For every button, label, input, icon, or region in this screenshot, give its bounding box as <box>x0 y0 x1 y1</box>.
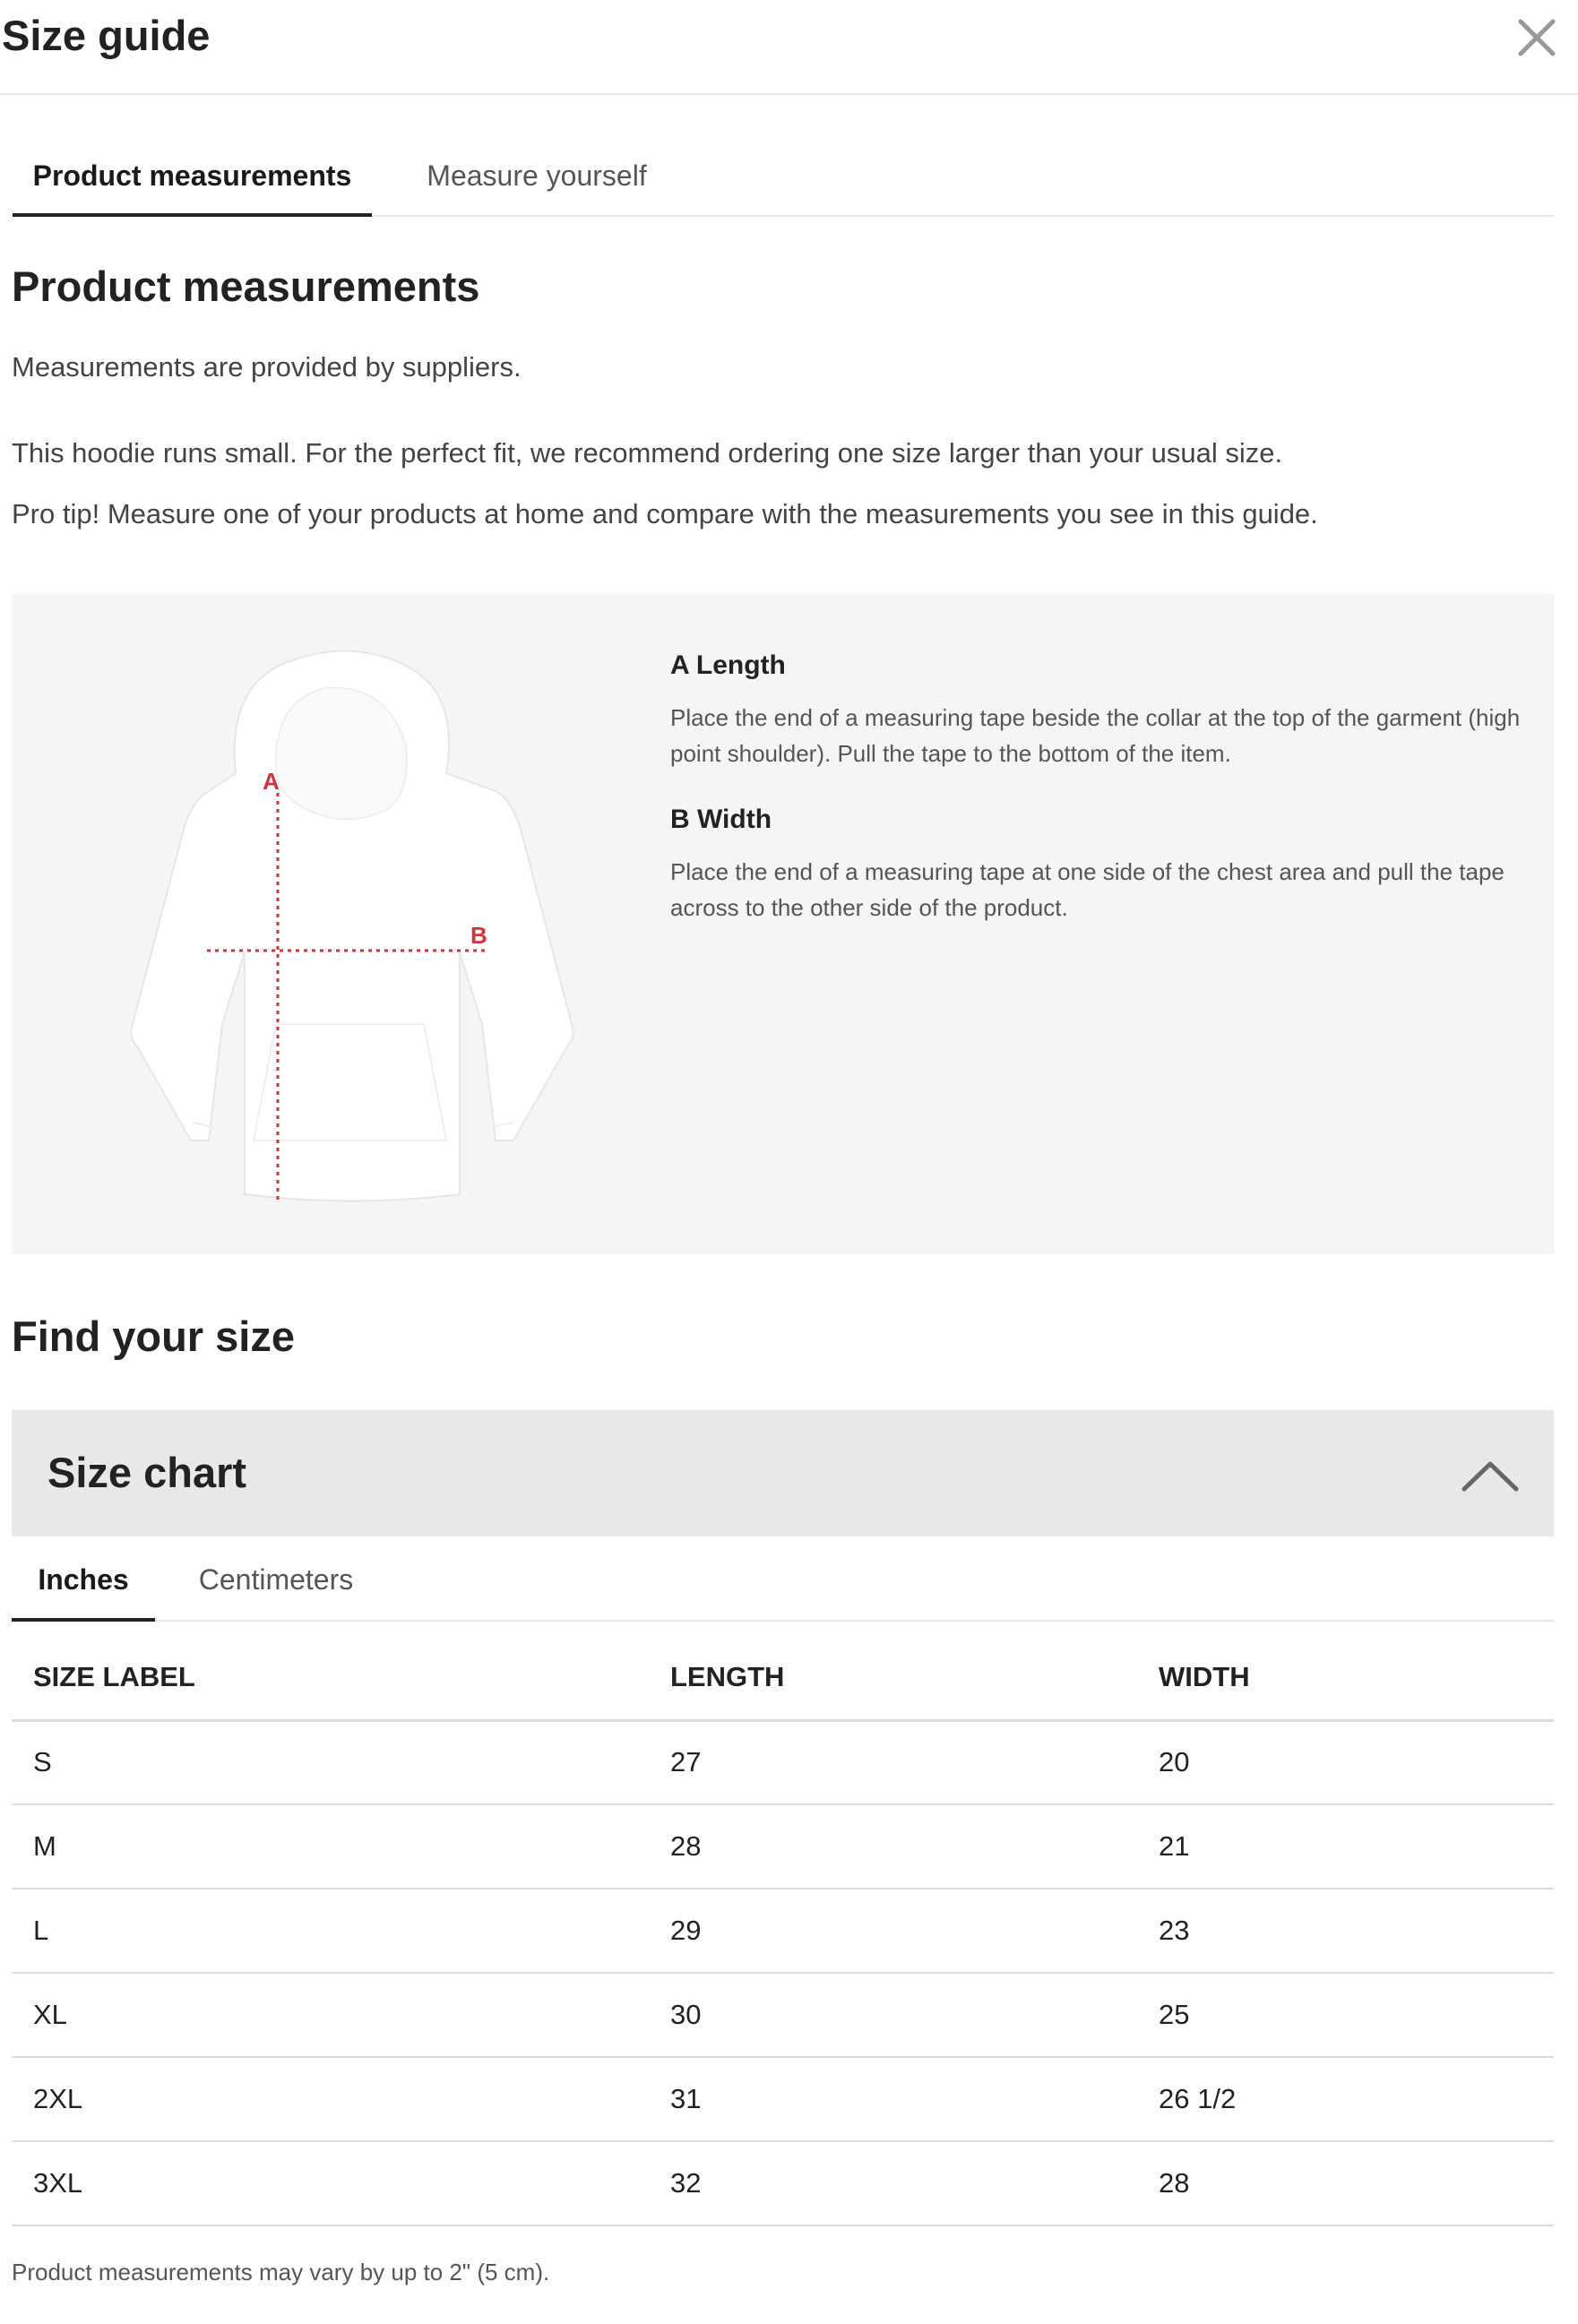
width-cell: 28 <box>1137 2141 1554 2225</box>
column-header-width: WIDTH <box>1137 1636 1554 1720</box>
guide-tabs <box>13 140 1554 217</box>
size-label-cell: 3XL <box>12 2141 649 2225</box>
length-cell: 28 <box>649 1804 1137 1889</box>
table-row <box>12 1720 1554 1804</box>
tab-inches[interactable] <box>12 1541 155 1622</box>
length-cell: 32 <box>649 2141 1137 2225</box>
tab-label: Centimeters <box>198 1563 354 1596</box>
length-cell: 27 <box>649 1720 1137 1804</box>
measurement-disclaimer: Product measurements may vary by up to 2" (5 cm). <box>12 2259 550 2285</box>
width-cell: 26 1/2 <box>1137 2057 1554 2141</box>
width-description: Place the end of a measuring tape at one side of the chest area and pull the tape across to the other side of the product. <box>670 858 1505 921</box>
column-header-length: LENGTH <box>649 1636 1137 1720</box>
length-cell: 29 <box>649 1889 1137 1973</box>
close-icon <box>1513 14 1560 61</box>
section-title-find-size: Find your size <box>12 1313 295 1360</box>
pro-tip: Pro tip! Measure one of your products at home and compare with the measurements you see in this guide. <box>12 498 1318 529</box>
tab-label: Measure yourself <box>427 159 647 192</box>
hoodie-measurement-diagram <box>119 639 585 1212</box>
size-label-cell: S <box>12 1720 649 1804</box>
width-cell: 21 <box>1137 1804 1554 1889</box>
length-description: Place the end of a measuring tape beside the collar at the top of the garment (high point shoulder). Pull the tape to the bottom of the item. <box>670 704 1521 767</box>
fit-note: This hoodie runs small. For the perfect fit, we recommend ordering one size larger than your usual size. <box>12 437 1283 469</box>
unit-tabs <box>12 1541 1554 1622</box>
width-cell: 25 <box>1137 1973 1554 2057</box>
supplier-note: Measurements are provided by suppliers. <box>12 351 522 383</box>
table-row <box>12 2057 1554 2141</box>
size-label-cell: L <box>12 1889 649 1973</box>
tab-label: Product measurements <box>32 159 352 192</box>
tab-product-measurements[interactable] <box>13 140 372 217</box>
chevron-up-icon[interactable] <box>1459 1451 1522 1496</box>
size-label-cell: M <box>12 1804 649 1889</box>
length-heading: A Length <box>670 650 786 680</box>
table-row <box>12 1804 1554 1889</box>
close-button[interactable] <box>1513 14 1560 61</box>
size-label-cell: XL <box>12 1973 649 2057</box>
width-cell: 20 <box>1137 1720 1554 1804</box>
measurement-instructions <box>670 648 1531 956</box>
size-chart-accordion[interactable] <box>12 1410 1554 1536</box>
measurement-panel <box>12 594 1554 1254</box>
size-chart-title: Size chart <box>47 1449 247 1496</box>
section-title-product-measurements: Product measurements <box>12 263 480 310</box>
diagram-label-a: A <box>263 768 280 795</box>
length-cell: 30 <box>649 1973 1137 2057</box>
table-row <box>12 1973 1554 2057</box>
table-row <box>12 1889 1554 1973</box>
column-header-size-label: SIZE LABEL <box>12 1636 649 1720</box>
width-cell: 23 <box>1137 1889 1554 1973</box>
size-label-cell: 2XL <box>12 2057 649 2141</box>
diagram-label-b: B <box>470 922 487 949</box>
modal-title: Size guide <box>2 12 211 59</box>
table-row <box>12 2141 1554 2225</box>
width-heading: B Width <box>670 805 772 834</box>
table-header-row <box>12 1636 1554 1720</box>
modal-header <box>0 0 1578 95</box>
tab-label: Inches <box>38 1563 129 1596</box>
tab-centimeters[interactable] <box>173 1541 379 1622</box>
tab-measure-yourself[interactable] <box>389 140 685 217</box>
size-table <box>12 1636 1554 2226</box>
length-cell: 31 <box>649 2057 1137 2141</box>
